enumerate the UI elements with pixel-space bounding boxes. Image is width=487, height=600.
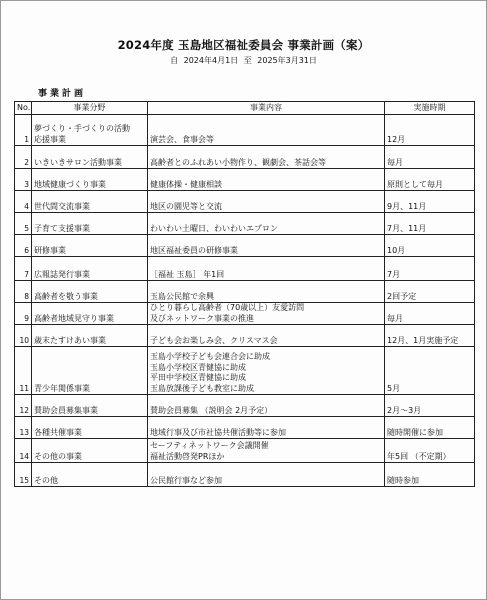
cell-timing (385, 347, 475, 395)
plan-table (14, 101, 475, 487)
cell-text-line: 7 (24, 269, 29, 279)
cell-text-line: 5月 (387, 383, 401, 393)
cell-no (15, 439, 32, 463)
cell-text-line: 原則として毎月 (387, 179, 443, 189)
cell-timing (385, 281, 475, 303)
cell-text-line: 演芸会、食事会等 (150, 134, 214, 144)
cell-timing (385, 146, 475, 169)
cell-text-line: 玉島放課後子ども教室に助成 (150, 383, 254, 393)
cell-category (32, 347, 148, 395)
header-no: No. (15, 102, 32, 115)
plan-table-body (15, 115, 475, 487)
cell-category (32, 281, 148, 303)
table-row (15, 395, 475, 417)
cell-text-line: 公民館行事など参加 (150, 475, 222, 485)
table-row (15, 325, 475, 347)
cell-timing (385, 395, 475, 417)
cell-text-line: 2回予定 (387, 291, 417, 301)
cell-text-line: 夢づくり・手づくりの活動 (34, 124, 130, 133)
cell-text-line: その他の事業 (34, 451, 82, 461)
plan-period (1, 55, 486, 66)
table-row (15, 257, 475, 281)
cell-text-line: セーフティネットワーク会議開催 (150, 441, 269, 450)
cell-no (15, 115, 32, 146)
table-row (15, 235, 475, 257)
cell-content (148, 169, 385, 191)
cell-timing (385, 115, 475, 146)
cell-no (15, 347, 32, 395)
cell-no (15, 169, 32, 191)
cell-text-line: 玉島小学校子ども会連合会に助成 (150, 352, 270, 361)
cell-text-line: 高齢者地域見守り事業 (34, 313, 114, 323)
cell-text-line: 各種共催事業 (34, 427, 82, 437)
cell-text-line: 9 (24, 313, 29, 323)
cell-no (15, 325, 32, 347)
table-row (15, 115, 475, 146)
cell-text-line: 賛助会員募集事業 (34, 405, 98, 415)
cell-content (148, 146, 385, 169)
cell-content (148, 395, 385, 417)
cell-text-line: 随時参加 (387, 475, 419, 485)
cell-no (15, 417, 32, 439)
period-to-date: 2025年3月31日 (257, 56, 317, 65)
cell-content (148, 347, 385, 395)
cell-text-line: ひとり暮らし高齢者（70歳以上）友愛訪問 (150, 303, 305, 312)
cell-text-line: 9月、11月 (387, 201, 427, 211)
period-to-label: 至 (243, 56, 252, 65)
cell-category (32, 146, 148, 169)
cell-category (32, 235, 148, 257)
cell-text-line: 地域行事及び市社協共催活動等に参加 (150, 427, 286, 437)
cell-text-line: 地域健康づくり事業 (34, 179, 106, 189)
cell-no (15, 463, 32, 487)
cell-timing (385, 417, 475, 439)
table-row (15, 191, 475, 213)
period-from-label: 自 (170, 56, 179, 65)
cell-text-line: 12月 (387, 134, 406, 144)
cell-text-line: 3 (24, 179, 29, 189)
cell-text-line: 地区の園児等と交流 (150, 201, 222, 211)
cell-text-line: 1 (24, 134, 29, 144)
cell-category (32, 417, 148, 439)
table-row (15, 417, 475, 439)
document-title: 2024年度 玉島地区福祉委員会 事業計画（案） (117, 38, 370, 52)
cell-text-line: いきいきサロン活動事業 (34, 157, 122, 167)
cell-category (32, 395, 148, 417)
section-heading: 事業計画 (38, 89, 87, 99)
cell-text-line: 応援事業 (34, 134, 66, 144)
cell-text-line: 子ども会お楽しみ会、クリスマス会 (150, 335, 278, 345)
cell-text-line: 2 (24, 157, 29, 167)
cell-text-line: 玉島公民館で余興 (150, 291, 214, 301)
cell-text-line: 玉島小学校区青健協に助成 (150, 362, 246, 372)
cell-text-line: 研修事業 (34, 245, 66, 255)
cell-text-line: 及びネットワーク事業の推進 (150, 313, 254, 323)
cell-no (15, 146, 32, 169)
cell-content (148, 303, 385, 325)
cell-content (148, 463, 385, 487)
cell-text-line: その他 (34, 475, 58, 485)
table-row (15, 347, 475, 395)
cell-text-line: 2月～3月 (387, 405, 422, 415)
cell-no (15, 191, 32, 213)
period-from-date: 2024年4月1日 (183, 56, 239, 65)
table-row (15, 439, 475, 463)
cell-text-line: 年5回 （不定期） (387, 451, 451, 461)
cell-category (32, 257, 148, 281)
cell-text-line: 広報誌発行事業 (34, 269, 90, 279)
cell-text-line: 随時開催に参加 (387, 427, 443, 437)
cell-no (15, 395, 32, 417)
header-timing: 実施時期 (385, 102, 475, 115)
cell-content (148, 235, 385, 257)
cell-text-line: 歳末たすけあい事業 (34, 335, 106, 345)
cell-text-line: 7月、11月 (387, 223, 427, 233)
cell-text-line: 健康体操・健康相談 (150, 179, 222, 189)
cell-category (32, 463, 148, 487)
cell-text-line: 8 (24, 291, 29, 301)
cell-text-line: 福祉活動啓発PRほか (150, 451, 225, 461)
cell-timing (385, 463, 475, 487)
cell-text-line: ［福祉 玉島］ 年1回 (150, 269, 225, 279)
cell-content (148, 115, 385, 146)
cell-content (148, 281, 385, 303)
cell-text-line: わいわい土曜日、わいわいエプロン (150, 223, 278, 233)
table-row (15, 303, 475, 325)
cell-no (15, 235, 32, 257)
cell-timing (385, 191, 475, 213)
cell-text-line: 毎月 (387, 157, 403, 167)
cell-text-line: 13 (19, 427, 29, 437)
cell-category (32, 439, 148, 463)
cell-timing (385, 213, 475, 235)
table-row (15, 213, 475, 235)
cell-text-line: 10 (19, 335, 29, 345)
table-row (15, 146, 475, 169)
cell-text-line: 平田中学校区青健協に助成 (150, 373, 246, 382)
cell-text-line: 高齢者とのふれあい小物作り、観劇会、茶話会等 (150, 157, 326, 167)
cell-timing (385, 325, 475, 347)
cell-text-line: 12月、1月実施予定 (387, 335, 459, 345)
cell-text-line: 5 (24, 223, 29, 233)
cell-category (32, 325, 148, 347)
cell-content (148, 439, 385, 463)
header-category: 事業分野 (32, 102, 148, 115)
cell-text-line: 青少年関係事業 (34, 383, 90, 393)
cell-category (32, 213, 148, 235)
cell-no (15, 213, 32, 235)
cell-text-line: 6 (24, 245, 29, 255)
cell-category (32, 303, 148, 325)
table-header-row (15, 102, 475, 115)
cell-timing (385, 439, 475, 463)
table-row (15, 463, 475, 487)
cell-timing (385, 235, 475, 257)
cell-no (15, 257, 32, 281)
cell-text-line: 毎月 (387, 313, 403, 323)
table-row (15, 169, 475, 191)
cell-text-line: 15 (19, 475, 29, 485)
cell-text-line: 世代間交流事業 (34, 201, 90, 211)
cell-content (148, 257, 385, 281)
cell-no (15, 281, 32, 303)
cell-text-line: 4 (24, 201, 29, 211)
cell-text-line: 子育て支援事業 (34, 223, 90, 233)
cell-category (32, 169, 148, 191)
cell-no (15, 303, 32, 325)
cell-content (148, 325, 385, 347)
cell-text-line: 地区福祉委員の研修事業 (150, 245, 238, 255)
cell-content (148, 417, 385, 439)
cell-timing (385, 257, 475, 281)
cell-content (148, 191, 385, 213)
cell-text-line: 11 (19, 383, 29, 393)
cell-text-line: 10月 (387, 245, 406, 255)
cell-text-line: 12 (19, 405, 29, 415)
cell-text-line: 高齢者を敬う事業 (34, 291, 98, 301)
cell-timing (385, 169, 475, 191)
table-row (15, 281, 475, 303)
cell-timing (385, 303, 475, 325)
cell-content (148, 213, 385, 235)
header-content: 事業内容 (148, 102, 385, 115)
cell-category (32, 191, 148, 213)
cell-text-line: 14 (19, 451, 29, 461)
cell-text-line: 7月 (387, 269, 401, 279)
cell-category (32, 115, 148, 146)
cell-text-line: 賛助会員募集 （説明会 2月予定） (150, 405, 273, 415)
